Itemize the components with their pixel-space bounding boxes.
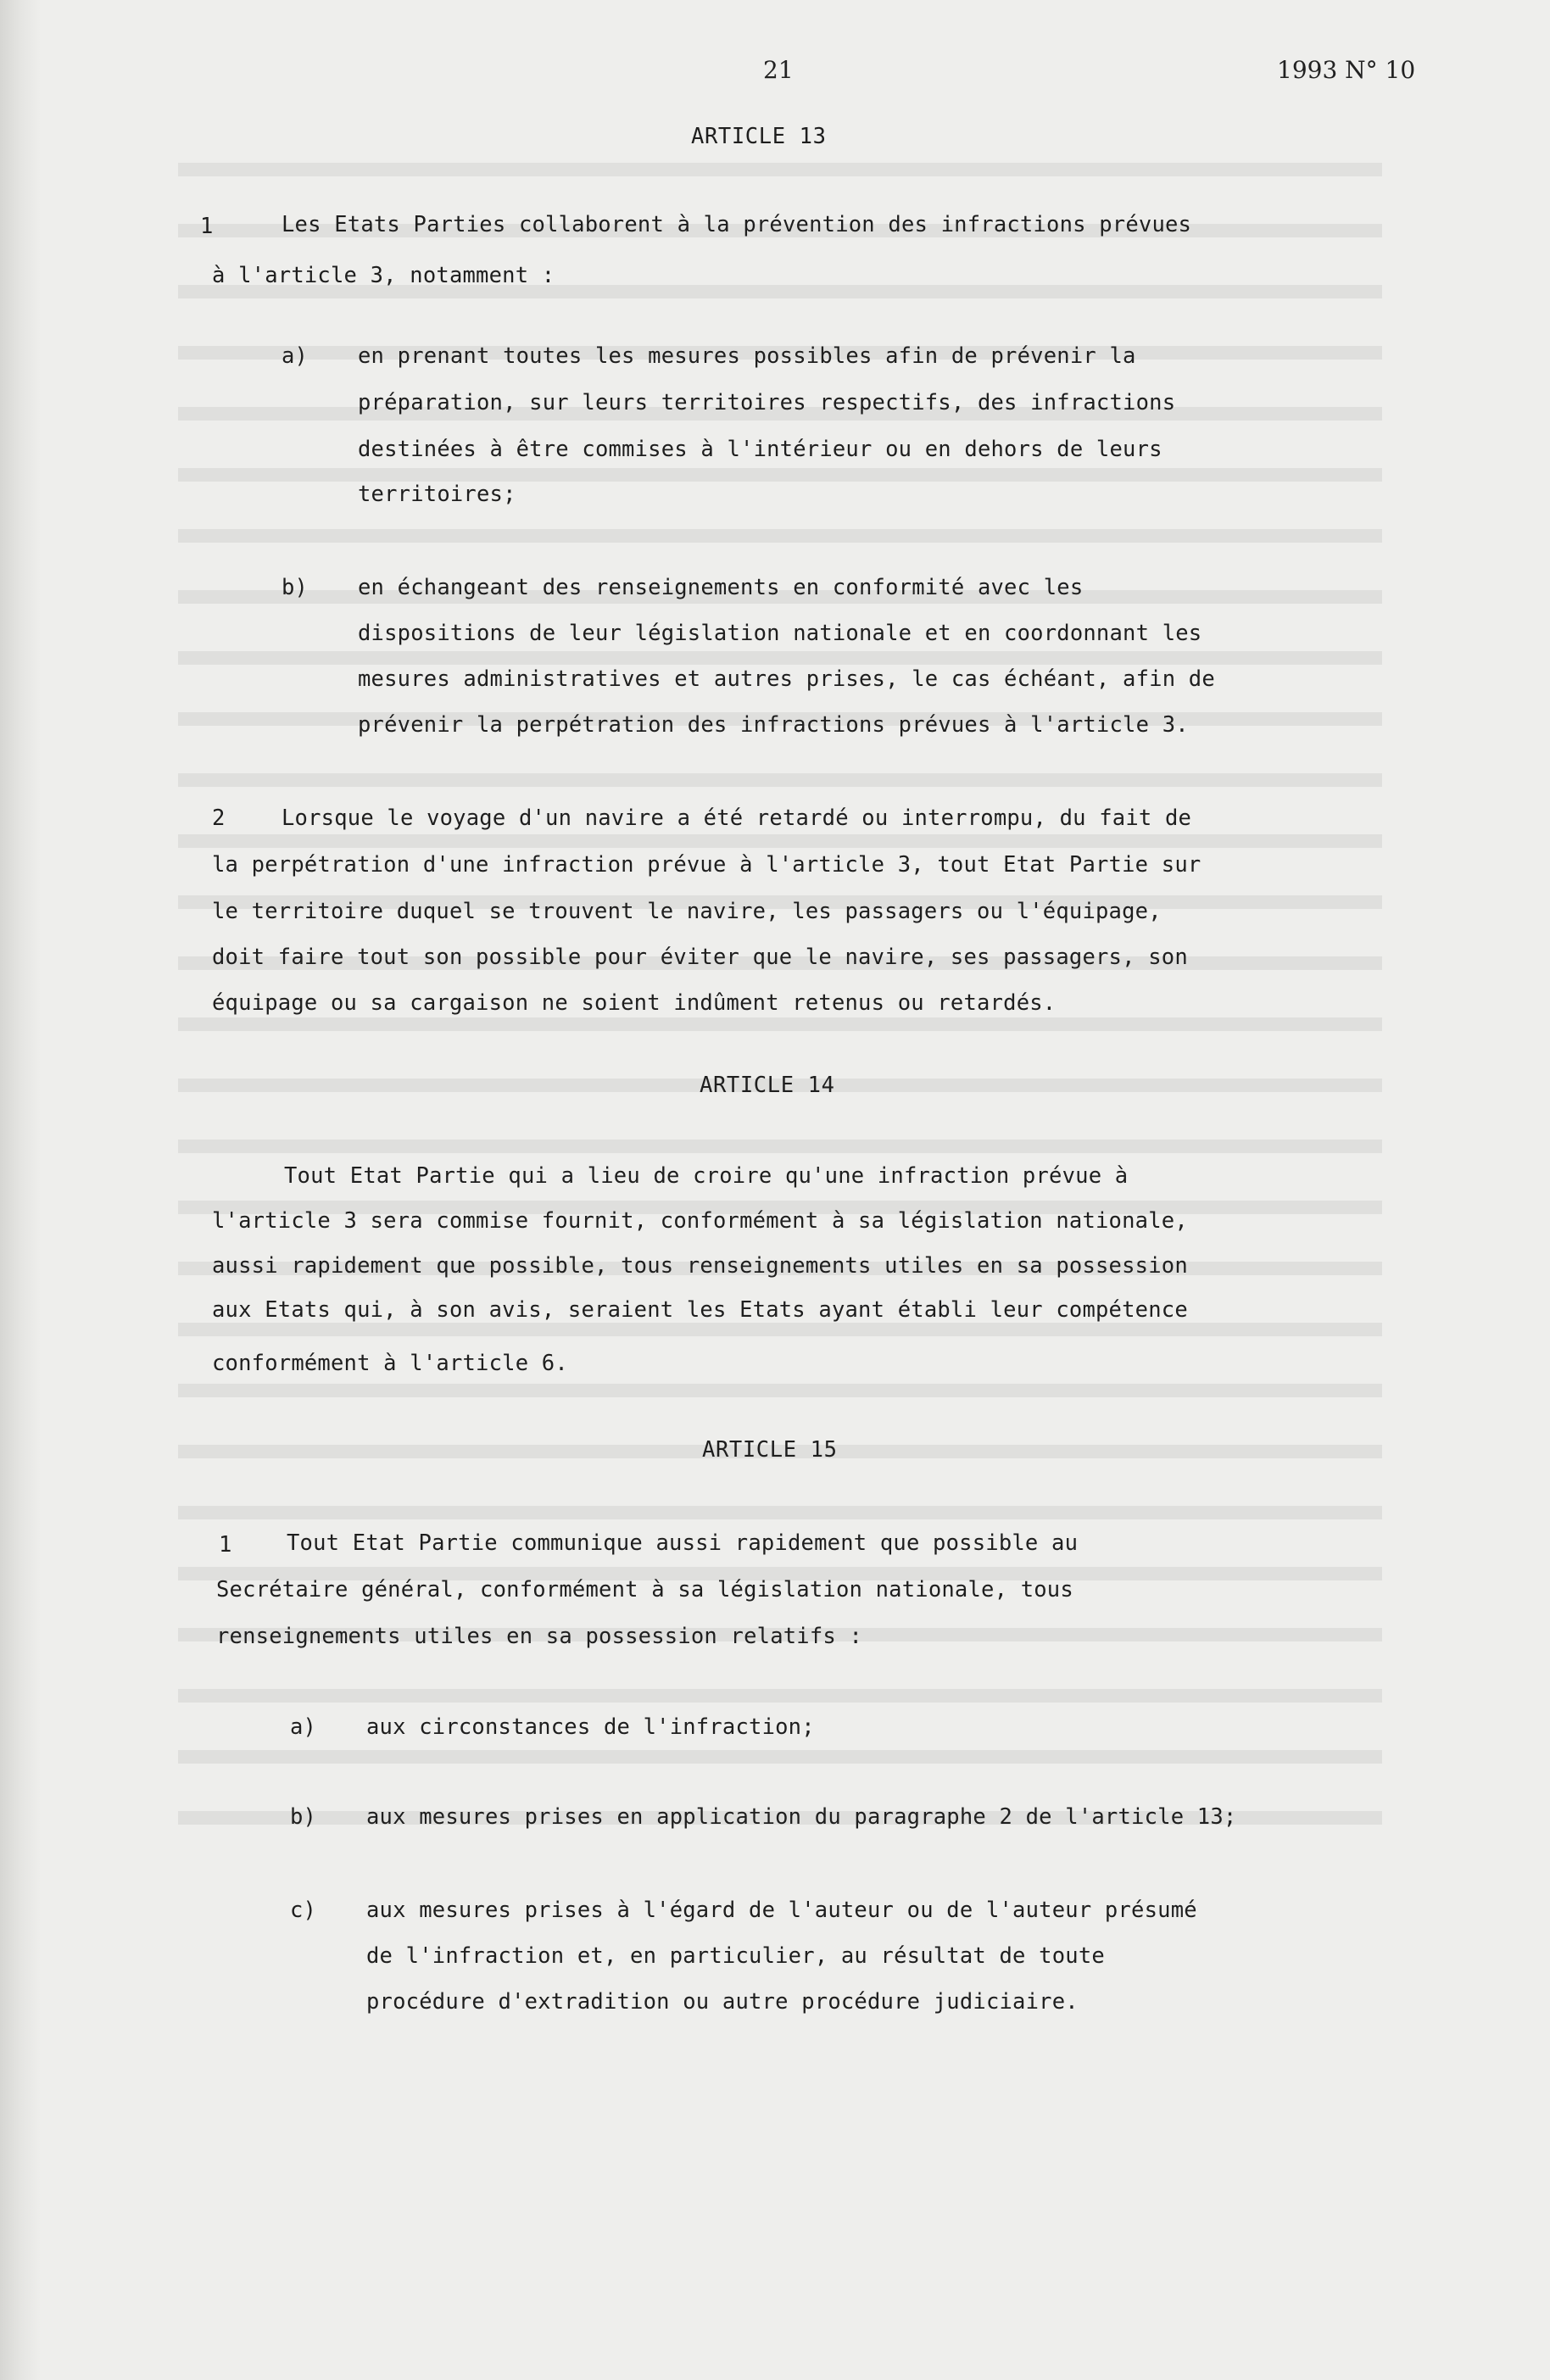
a15-p1-line: renseignements utiles en sa possession relatifs : — [216, 1624, 863, 1649]
a13-p2-line: équipage ou sa cargaison ne soient indûment retenus ou retardés. — [212, 990, 1057, 1016]
a15-item-a-line: aux circonstances de l'infraction; — [366, 1714, 815, 1740]
a14-line: l'article 3 sera commise fournit, conformément à sa législation nationale, — [212, 1208, 1188, 1234]
a14-line: aussi rapidement que possible, tous renseignements utiles en sa possession — [212, 1253, 1188, 1279]
a15-p1-line: Tout Etat Partie communique aussi rapidement que possible au — [287, 1530, 1079, 1556]
a14-line: Tout Etat Partie qui a lieu de croire qu'une infraction prévue à — [284, 1163, 1129, 1189]
a15-p1-number: 1 — [219, 1532, 232, 1558]
a13-item-b-line: en échangeant des renseignements en conformité avec les — [358, 575, 1084, 600]
a15-item-c-label: c) — [290, 1898, 317, 1923]
a13-p1-line: à l'article 3, notamment : — [212, 263, 555, 288]
page-binding-edge — [0, 0, 41, 2380]
a13-p1-number: 1 — [200, 214, 214, 239]
a13-p2-line: Lorsque le voyage d'un navire a été retardé ou interrompu, du fait de — [282, 805, 1192, 831]
show-through-text — [178, 119, 1382, 1560]
article-13-heading: ARTICLE 13 — [691, 124, 827, 149]
a14-line: conformément à l'article 6. — [212, 1351, 568, 1376]
a13-item-b-label: b) — [282, 575, 309, 600]
a13-item-b-line: prévenir la perpétration des infractions prévues à l'article 3. — [358, 712, 1189, 738]
a13-item-a-line: en prenant toutes les mesures possibles afin de prévenir la — [358, 343, 1136, 369]
a13-item-a-line: territoires; — [358, 482, 516, 507]
a13-item-b-line: mesures administratives et autres prises, le cas échéant, afin de — [358, 666, 1215, 692]
a13-p2-line: doit faire tout son possible pour éviter que le navire, ses passagers, son — [212, 945, 1188, 970]
a13-p2-number: 2 — [212, 805, 226, 831]
article-15-heading: ARTICLE 15 — [702, 1437, 838, 1463]
a13-p2-line: le territoire duquel se trouvent le navire, les passagers ou l'équipage, — [212, 899, 1162, 924]
a13-item-a-line: destinées à être commises à l'intérieur ou en dehors de leurs — [358, 437, 1162, 462]
a15-item-b-label: b) — [290, 1804, 317, 1830]
a15-item-a-label: a) — [290, 1714, 317, 1740]
a13-item-a-label: a) — [282, 343, 309, 369]
a13-p1-line: Les Etats Parties collaborent à la prévention des infractions prévues — [282, 212, 1192, 237]
a13-item-b-line: dispositions de leur législation nationale et en coordonnant les — [358, 621, 1202, 646]
a14-line: aux Etats qui, à son avis, seraient les Etats ayant établi leur compétence — [212, 1297, 1188, 1323]
a13-item-a-line: préparation, sur leurs territoires respectifs, des infractions — [358, 390, 1176, 415]
a13-p2-line: la perpétration d'une infraction prévue à l'article 3, tout Etat Partie sur — [212, 852, 1202, 878]
a15-item-c-line: de l'infraction et, en particulier, au résultat de toute — [366, 1943, 1105, 1969]
a15-item-b-line: aux mesures prises en application du paragraphe 2 de l'article 13; — [366, 1804, 1237, 1830]
a15-p1-line: Secrétaire général, conformément à sa législation nationale, tous — [216, 1577, 1073, 1602]
article-14-heading: ARTICLE 14 — [700, 1073, 835, 1098]
a15-item-c-line: procédure d'extradition ou autre procédure judiciaire. — [366, 1989, 1079, 2015]
page-number: 21 — [763, 56, 794, 84]
a15-item-c-line: aux mesures prises à l'égard de l'auteur ou de l'auteur présumé — [366, 1898, 1197, 1923]
gazette-reference: 1993 N° 10 — [1277, 56, 1416, 84]
